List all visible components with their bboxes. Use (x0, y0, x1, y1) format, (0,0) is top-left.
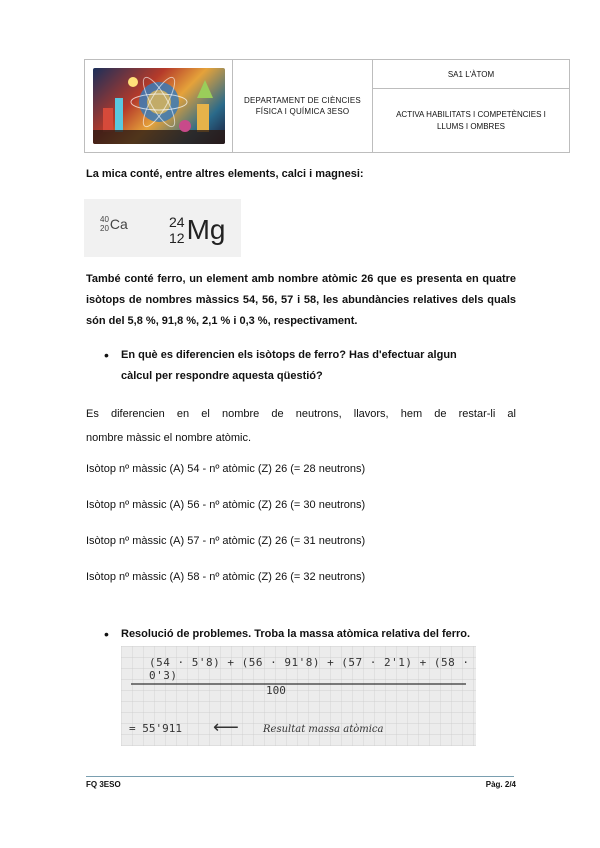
footer-page-number: Pàg. 2/4 (485, 780, 516, 789)
isotope-line-58: Isòtop nº màssic (A) 58 - nº atòmic (Z) 26 (= 32 neutrons) (86, 571, 366, 583)
handwritten-solution-photo (121, 646, 476, 746)
department-line-1: DEPARTAMENT DE CIÈNCIES (244, 96, 361, 105)
intro-text: La mica conté, entre altres elements, calci i magnesi: (86, 168, 364, 180)
department-line-2: FÍSICA I QUÍMICA 3ESO (255, 107, 350, 116)
question-1-line-2: càlcul per respondre aquesta qüestió? (121, 370, 323, 382)
calcium-notation (100, 215, 128, 233)
handwritten-note: Resultat massa atòmica (263, 724, 384, 735)
magnesium-atomic-number: 12 (169, 230, 185, 246)
magnesium-symbol: Mg (186, 214, 226, 245)
question-2: Resolució de problemes. Troba la massa atòmica relativa del ferro. (121, 628, 471, 640)
calcium-symbol: Ca (109, 216, 128, 232)
answer-1-line-2: nombre màssic el nombre atòmic. (86, 432, 252, 444)
isotope-line-57: Isòtop nº màssic (A) 57 - nº atòmic (Z) 26 (= 31 neutrons) (86, 535, 366, 547)
activity-line-1: ACTIVA HABILITATS I COMPETÈNCIES I (396, 109, 546, 119)
activity-title (373, 89, 569, 152)
isotope-line-56: Isòtop nº màssic (A) 56 - nº atòmic (Z) 26 (= 30 neutrons) (86, 499, 366, 511)
header-department-cell (233, 60, 373, 152)
magnesium-mass-number: 24 (169, 214, 185, 230)
calcium-mass-number: 40 (100, 215, 109, 224)
bullet-icon: • (104, 626, 109, 642)
bullet-icon: • (104, 347, 109, 363)
isotope-line-54: Isòtop nº màssic (A) 54 - nº atòmic (Z) 26 (= 28 neutrons) (86, 463, 366, 475)
header-table (84, 59, 570, 153)
footer-left: FQ 3ESO (86, 780, 121, 789)
iron-paragraph: També conté ferro, un element amb nombre atòmic 26 que es presenta en quatre isòtops de nombres màssics 54, 56, 57 i 58, les abundàncies relatives dels quals són del 5,8 %, 91,8 %, 2,1 % i 0,3 %, respectivament. (86, 273, 516, 327)
unit-title: SA1 L'ÀTOM (373, 60, 569, 89)
activity-line-2: LLUMS I OMBRES (436, 121, 505, 131)
magnesium-notation (169, 214, 225, 246)
answer-1 (86, 402, 516, 450)
question-1 (121, 345, 521, 387)
handwritten-denominator: 100 (266, 684, 286, 697)
element-symbols-box (84, 199, 241, 257)
handwritten-numerator: (54 · 5'8) + (56 · 91'8) + (57 · 2'1) + (58 · 0'3) (149, 656, 470, 682)
footer-divider (86, 776, 514, 777)
calcium-atomic-number: 20 (100, 224, 109, 233)
header-right-cell (373, 60, 569, 152)
header-logo-cell (85, 60, 233, 152)
answer-1-line-1: Es diferencien en el nombre de neutrons, llavors, hem de restar-li al (86, 408, 516, 420)
handwritten-result: = 55'911 (129, 722, 182, 735)
question-1-line-1: En què es diferencien els isòtops de ferro? Has d'efectuar algun (121, 349, 457, 361)
arrow-left-icon: ⟵ (213, 717, 239, 737)
science-collage-image (93, 68, 225, 144)
